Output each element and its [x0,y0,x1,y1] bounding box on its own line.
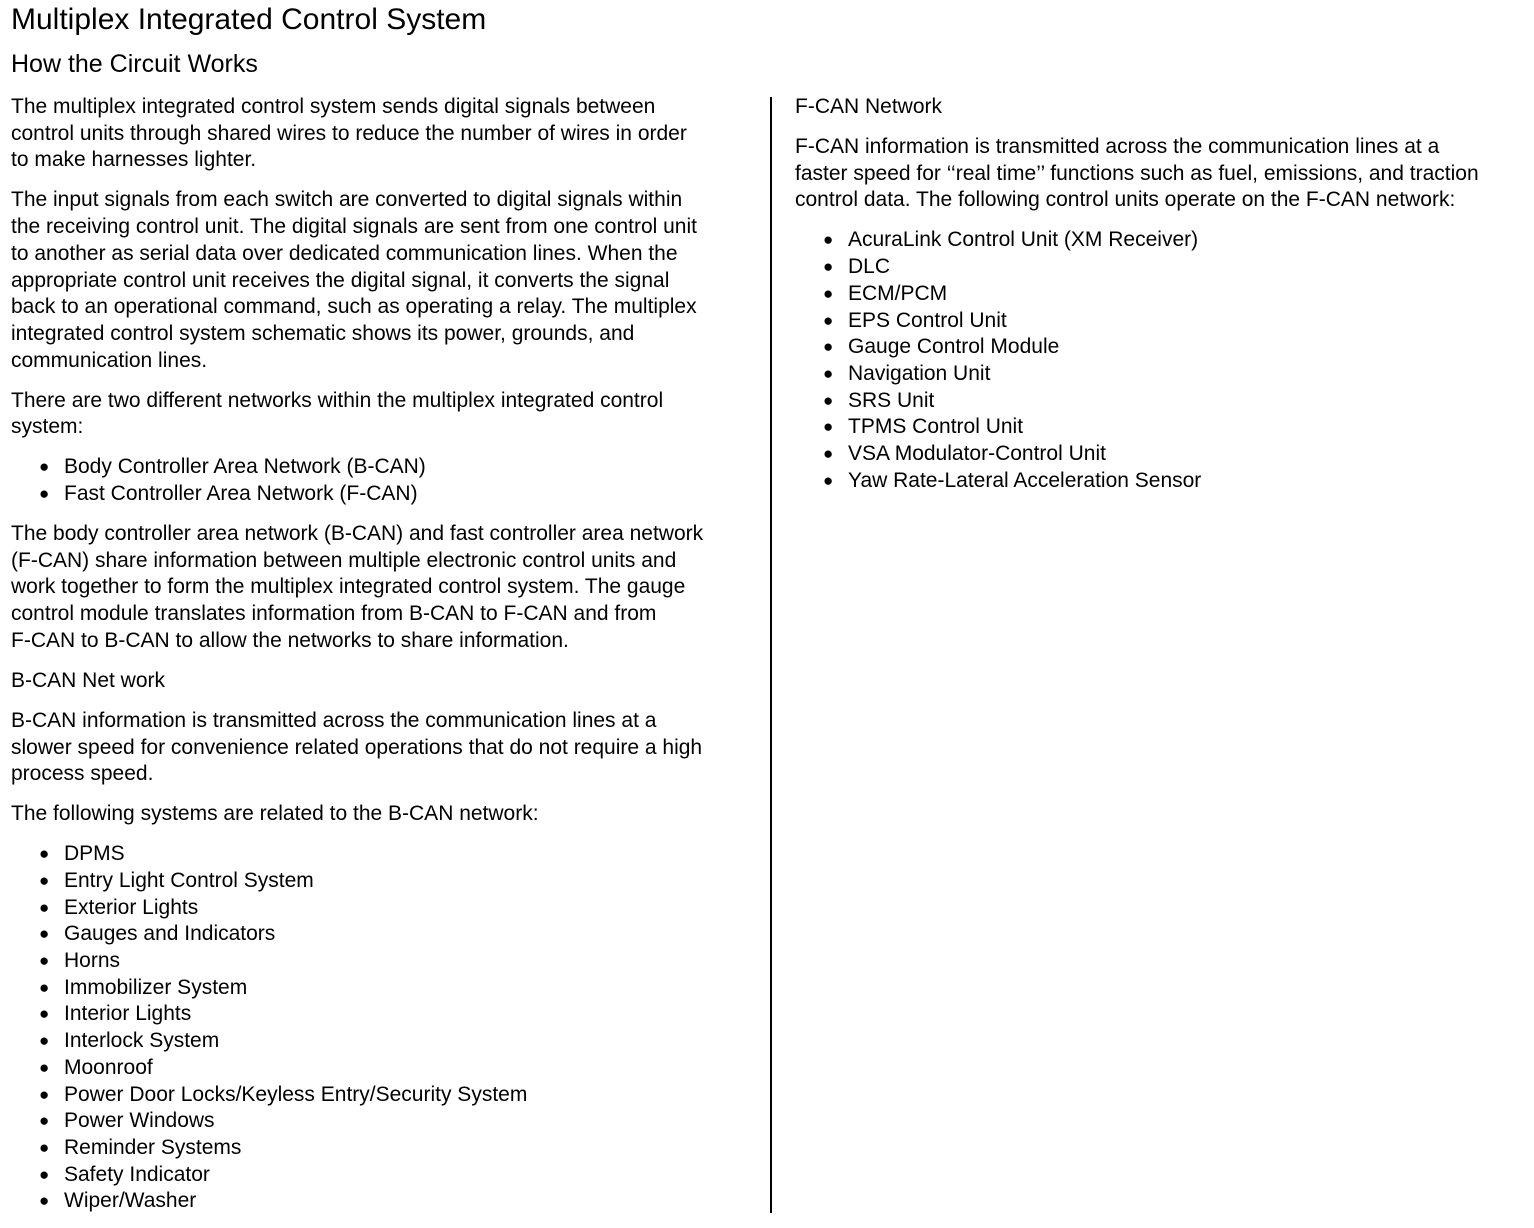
list-item [39,841,759,868]
bullet-icon: ● [823,417,834,437]
bullet-icon: ● [823,337,834,357]
bullet-icon: ● [39,844,50,864]
list-item [39,975,759,1002]
bullet-icon: ● [39,1111,50,1131]
list-item-label: Interior Lights [64,1002,192,1026]
list-item [823,227,1534,254]
list-item [39,454,759,481]
list-item [39,1135,759,1162]
column-divider [770,97,772,1213]
bullet-icon: ● [823,283,834,303]
bullet-icon: ● [39,924,50,944]
list-item [823,281,1534,308]
bcan-paragraph: B-CAN information is transmitted across the communication lines at a slower speed for convenience related operations that do not require a high process speed. [11,708,703,786]
right-column [795,94,1534,508]
list-item-label: Moonroof [64,1055,153,1079]
list-item [39,481,759,508]
list-item-label: Wiper/Washer [64,1189,197,1213]
list-item-label: Reminder Systems [64,1135,242,1159]
list-item-label: AcuraLink Control Unit (XM Receiver) [848,228,1199,252]
bullet-icon: ● [39,897,50,917]
list-item-label: ECM/PCM [848,281,948,305]
list-item-label: TPMS Control Unit [848,415,1024,439]
list-item-label: Power Door Locks/Keyless Entry/Security System [64,1082,528,1106]
list-item-label: Fast Controller Area Network (F-CAN) [64,482,418,506]
list-item-label: DLC [848,255,891,279]
list-item [823,308,1534,335]
list-item-label: SRS Unit [848,388,935,412]
list-item-label: Yaw Rate-Lateral Acceleration Sensor [848,468,1202,492]
bcan-systems-list [11,841,759,1215]
bcan-systems-intro: The following systems are related to the B-CAN network: [11,802,539,826]
networks-intro-paragraph: There are two different networks within the multiplex integrated control system: [11,388,664,439]
networks-list [11,454,759,507]
bullet-icon: ● [39,1084,50,1104]
networks-share-paragraph: The body controller area network (B-CAN) and fast controller area network (F-CAN) share information between multiple electronic control units and work together to form the multiplex integrated control system. The gauge control module translates information from B-CAN to F-CAN and from F-CAN to B-CAN to allow the networks to share information. [11,522,704,652]
input-signals-paragraph: The input signals from each switch are converted to digital signals within the receiving control unit. The digital signals are sent from one control unit to another as serial data over dedicated communication lines. When the appropriate control unit receives the digital signal, it converts the signal back to an operational command, such as operating a relay. The multiplex integrated control system schematic shows its power, grounds, and communication lines. [11,188,697,372]
list-item-label: Exterior Lights [64,895,199,919]
bullet-icon: ● [39,1164,50,1184]
list-item-label: VSA Modulator-Control Unit [848,442,1106,466]
list-item-label: Safety Indicator [64,1162,210,1186]
list-item [39,1188,759,1215]
bullet-icon: ● [823,363,834,383]
list-item [823,361,1534,388]
list-item-label: Body Controller Area Network (B-CAN) [64,455,426,479]
list-item-label: Power Windows [64,1109,215,1133]
list-item [39,921,759,948]
fcan-heading: F-CAN Network [795,95,943,118]
bullet-icon: ● [823,444,834,464]
bullet-icon: ● [823,390,834,410]
bullet-icon: ● [39,870,50,890]
list-item [39,1162,759,1189]
bullet-icon: ● [39,484,50,504]
list-item-label: Navigation Unit [848,361,991,385]
list-item-label: Interlock System [64,1029,220,1053]
bullet-icon: ● [39,977,50,997]
list-item [39,948,759,975]
bullet-icon: ● [39,1191,50,1211]
list-item [39,895,759,922]
page-title: Multiplex Integrated Control System [11,3,487,36]
bcan-heading: B-CAN Net work [11,668,166,692]
list-item [39,1028,759,1055]
list-item [39,1108,759,1135]
bullet-icon: ● [39,457,50,477]
fcan-units-list [795,227,1534,494]
bullet-icon: ● [39,1137,50,1157]
list-item [823,254,1534,281]
bullet-icon: ● [39,951,50,971]
list-item [39,1082,759,1109]
list-item-label: EPS Control Unit [848,308,1007,332]
list-item-label: DPMS [64,842,125,866]
list-item [39,868,759,895]
list-item [823,334,1534,361]
list-item-label: Entry Light Control System [64,868,314,892]
bullet-icon: ● [39,1031,50,1051]
list-item [823,414,1534,441]
list-item [823,441,1534,468]
intro-paragraph: The multiplex integrated control system sends digital signals between control units through shared wires to reduce the number of wires in order to make harnesses lighter. [11,95,687,172]
bullet-icon: ● [823,470,834,490]
fcan-paragraph: F-CAN information is transmitted across the communication lines at a faster speed for ‘‘real time’’ functions such as fuel, emissions, and traction control data. The following control units operate on the F-CAN network: [795,135,1479,212]
list-item-label: Horns [64,949,121,973]
bullet-icon: ● [823,257,834,277]
list-item [39,1001,759,1028]
list-item [39,1055,759,1082]
left-column [11,94,759,1228]
bullet-icon: ● [39,1004,50,1024]
bullet-icon: ● [39,1057,50,1077]
list-item [823,468,1534,495]
list-item [823,388,1534,415]
bullet-icon: ● [823,230,834,250]
list-item-label: Gauge Control Module [848,335,1060,359]
list-item-label: Immobilizer System [64,975,248,999]
list-item-label: Gauges and Indicators [64,922,276,946]
bullet-icon: ● [823,310,834,330]
section-title: How the Circuit Works [11,50,258,78]
